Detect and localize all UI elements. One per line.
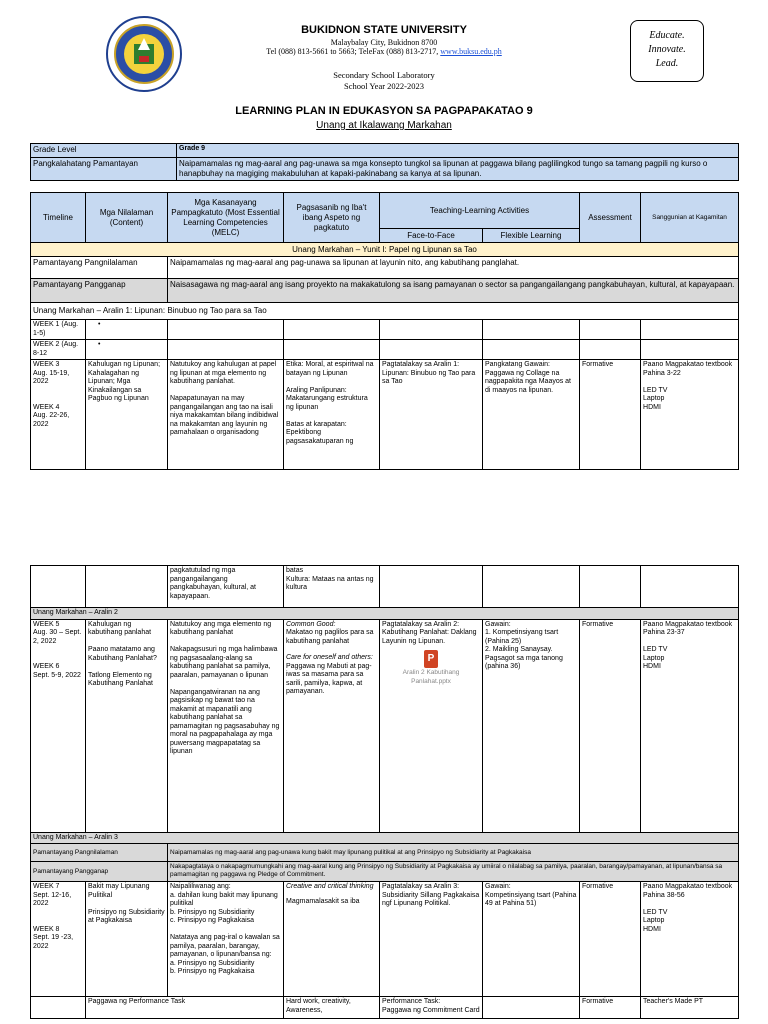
week-3-4-content: Kahulugan ng Lipunan; Kahalagahan ng Lipunan; Mga Kinakailangan sa Pagbuo ng Lipunan xyxy=(86,360,168,470)
a3-pagganap-value: Nakapagtataya o nakapagmumungkahi ang mag-aaral kung ang Prinsipyo ng Subsidiarity at Pagkakaisa ay umiiral o nilalabag sa pamilya, paaralan, barangay/pamayanan, at lipunan/bansa sa pamamagitan ng paggawa ng Pledge of Commitment. xyxy=(168,862,739,882)
motto-box xyxy=(630,20,704,82)
week-3-4-assessment: Formative xyxy=(580,360,641,470)
week-5-6-f2f xyxy=(380,619,483,832)
empty-cell xyxy=(380,566,483,608)
empty-cell xyxy=(641,320,739,340)
week-3-4-f2f: Pagtatalakay sa Aralin 1: Lipunan: Binubuo ng Tao para sa Tao xyxy=(380,360,483,470)
week-7-8-content: Bakit may Lipunang Pulitikal Prinsipyo ng Subsidiarity at Pagkakaisa xyxy=(86,882,168,997)
week-7-8-aspeto xyxy=(284,882,380,997)
aspeto-text: Paggawa ng Mabuti at pag-iwas sa masama para sa sarili, pamilya, kapwa, at pamayanan. xyxy=(286,662,372,695)
pptx-attachment-caption[interactable]: Aralin 2 Kabutihang Panlahat.pptx xyxy=(402,669,460,685)
perf-task-label: Performance Task: xyxy=(382,998,441,1005)
empty-cell xyxy=(31,997,86,1019)
learning-plan-table xyxy=(30,192,739,470)
empty-cell xyxy=(380,320,483,340)
week-3-4-sanggunian: Paano Magpakatao textbook Pahina 3-22 LED TV Laptop HDMI xyxy=(641,360,739,470)
a3-pangnilalaman-label: Pamantayang Pangnilalaman xyxy=(31,844,168,862)
week-5-6-flexible: Gawain: 1. Kompetinsiyang tsart (Pahina 25) 2. Maikling Sanaysay. Pagsagot sa mga tanong (pahina 36) xyxy=(483,619,580,832)
powerpoint-file-icon[interactable]: P xyxy=(424,650,438,668)
school-name: Secondary School Laboratory xyxy=(333,70,435,80)
aralin-1-title: Unang Markahan – Aralin 1: Lipunan: Binubuo ng Tao para sa Tao xyxy=(31,303,739,320)
week-3-4-timeline: WEEK 3 Aug. 15-19, 2022 WEEK 4 Aug. 22-26, 2022 xyxy=(31,360,86,470)
aspeto-common-good: Common Good: xyxy=(286,620,336,628)
pangnilalaman-label: Pamantayang Pangnilalaman xyxy=(31,257,168,279)
grade-level-value: Grade 9 xyxy=(177,144,739,158)
col-melc: Mga Kasanayang Pampagkatuto (Most Essential Learning Competencies (MELC) xyxy=(168,193,284,243)
col-flexible: Flexible Learning xyxy=(483,229,580,243)
bullet: • xyxy=(86,340,168,360)
week-5-6-melc: Natutukoy ang mga elemento ng kabutihang panlahat Nakapagsusuri ng mga halimbawa ng pagsasaalang-alang sa kabutihang panlahat sa pamilya, paaralan, pamayanan o lipunan Napangangatwiranan na ang pagsisikap ng bawat tao na makamit at mapanatili ang kabutihang panlahat sa pamamagitan ng pagsasabuhay ng moral na pagpapahalaga ay mga puwersang magpapatatag sa lipunan xyxy=(168,619,284,832)
week-5-6-timeline: WEEK 5 Aug. 30 – Sept. 2, 2022 WEEK 6 Sept. 5-9, 2022 xyxy=(31,619,86,832)
week-5-6-assessment: Formative xyxy=(580,619,641,832)
week-7-8-melc: Naipaliliwanag ang: a. dahilan kung bakit may lipunang pulitikal b. Prinsipyo ng Subsidiarity c. Prinsipyo ng Pagkakaisa Natataya ang pag-iral o kawalan sa pamilya, paaralan, barangay, pamayanan, o lipunan/bansa ng: a. Prinsipyo ng Subsidiarity b. Prinsipyo ng Pagkakaisa xyxy=(168,882,284,997)
unit-title: Unang Markahan – Yunit I: Papel ng Lipunan sa Tao xyxy=(31,243,739,257)
aralin-2-title: Unang Markahan – Aralin 2 xyxy=(31,608,739,620)
plan-title: LEARNING PLAN IN EDUKASYON SA PAGPAPAKATAO 9 xyxy=(235,105,533,117)
bullet: • xyxy=(86,320,168,340)
grade-info-table xyxy=(30,143,739,181)
pangnilalaman-value: Naipamamalas ng mag-aaral ang pag-unawa sa lipunan at layunin nito, ang kabutihang panglahat. xyxy=(168,257,739,279)
col-sanggunian: Sanggunian at Kagamitan xyxy=(641,193,739,243)
week-7-8-sanggunian: Paano Magpakatao textbook Pahina 38-56 LED TV Laptop HDMI xyxy=(641,882,739,997)
empty-cell xyxy=(641,566,739,608)
aspeto-text: Makatao ng paglilos para sa kabutihang panlahat xyxy=(286,629,374,645)
perf-sanggunian: Teacher's Made PT xyxy=(641,997,739,1019)
week-7-8-f2f: Pagtatalakay sa Aralin 3: Subsidiarity Sillang Pagkakaisa ngf Lipunang Politikal. xyxy=(380,882,483,997)
learning-plan-table-continued xyxy=(30,565,739,1019)
cont-aspeto: batas Kultura: Mataas na antas ng kultura xyxy=(284,566,380,608)
empty-cell xyxy=(483,997,580,1019)
empty-cell xyxy=(580,320,641,340)
week-7-8-flexible: Gawain: Kompetinsiyang tsart (Pahina 49 at Pahina 51) xyxy=(483,882,580,997)
school-year: School Year 2022-2023 xyxy=(343,81,425,91)
col-teaching-learning: Teaching-Learning Activities xyxy=(380,193,580,229)
a3-pangnilalaman-value: Naipamamalas ng mag-aaral ang pag-unawa kung bakit may lipunang pulitikal at ang Prinsipyo ng Subsidiarity at Pagkakaisa xyxy=(168,844,739,862)
page-gap xyxy=(0,505,768,565)
empty-cell xyxy=(86,566,168,608)
pangkalahatang-label: Pangkalahatang Pamantayan xyxy=(31,158,177,181)
pagganap-value: Naisasagawa ng mag-aaral ang isang proyekto na makakatulong sa isang pamayanan o sector sa pangangailangang pangkabuhayan, kultural, at kapayapaan. xyxy=(168,279,739,303)
spacer xyxy=(286,646,377,654)
perf-task-value: Paggawa ng Commitment Card xyxy=(382,1006,480,1014)
week-3-4-melc: Natutukoy ang kahulugan at papel ng lipunan at mga elemento ng kabutihang panlahat. Napapatunayan na may pangangailangan ang tao na isali niya makakamtan bilang indibidwal na makakamtan ang layunin ng pamahalaan o organisadong xyxy=(168,360,284,470)
empty-cell xyxy=(31,566,86,608)
week-5-6-sanggunian: Paano Magpakatao textbook Pahina 23-37 LED TV Laptop HDMI xyxy=(641,619,739,832)
aspeto-care: Care for oneself and others: xyxy=(286,654,373,661)
perf-aspeto: Hard work, creativity, Awareness, xyxy=(284,997,380,1019)
empty-cell xyxy=(168,340,284,360)
week-2: WEEK 2 (Aug. 8-12 xyxy=(31,340,86,360)
week-1: WEEK 1 (Aug. 1-5) xyxy=(31,320,86,340)
page-two xyxy=(0,565,768,1024)
empty-cell xyxy=(641,340,739,360)
motto-line: Lead. xyxy=(655,58,679,69)
plan-subtitle: Unang at Ikalawang Markahan xyxy=(316,120,452,131)
pagganap-label: Pamantayang Pangganap xyxy=(31,279,168,303)
grade-level-label: Grade Level xyxy=(31,144,177,158)
col-timeline: Timeline xyxy=(31,193,86,243)
empty-cell xyxy=(580,340,641,360)
empty-cell xyxy=(284,340,380,360)
contact-numbers: Tel (088) 813-5661 to 5663; TeleFax (088) 813-2717, xyxy=(266,47,439,56)
empty-cell xyxy=(580,566,641,608)
aspeto-creative: Creative and critical thinking xyxy=(286,883,374,890)
week-5-6-aspeto xyxy=(284,619,380,832)
col-assessment: Assessment xyxy=(580,193,641,243)
cont-melc: pagkatutulad ng mga pangangailangang pangkabuhayan, kultural, at kapayapaan. xyxy=(168,566,284,608)
perf-assessment: Formative xyxy=(580,997,641,1019)
empty-cell xyxy=(483,340,580,360)
pangkalahatang-value: Naipamamalas ng mag-aaral ang pag-unawa sa mga konsepto tungkol sa lipunan at paggawa bilang paglilingkod tungo sa tamang pagpili ng kurso o hanapbuhay na magiging makabuluhan at kapaki-pakinabang sa kanya at sa lipunan. xyxy=(177,158,739,181)
perf-f2f xyxy=(380,997,483,1019)
week-3-4-aspeto: Etika: Moral, at espiritwal na batayan ng Lipunan Araling Panlipunan: Makatarungang estruktura ng lipunan Batas at karapatan: Epektibong pagsasakatuparan ng xyxy=(284,360,380,470)
empty-cell xyxy=(284,320,380,340)
page-one xyxy=(0,0,768,505)
week-5-6-content: Kahulugan ng kabutihang panlahat Paano matatamo ang Kabutihang Panlahat? Tatlong Elemento ng Kabutihang Panlahat xyxy=(86,619,168,832)
aspeto-text: Magmamalasakit sa iba xyxy=(286,897,360,905)
a3-pagganap-label: Pamantayang Pangganap xyxy=(31,862,168,882)
week-7-8-timeline: WEEK 7 Sept. 12-16, 2022 WEEK 8 Sept. 19 -23, 2022 xyxy=(31,882,86,997)
university-name: BUKIDNON STATE UNIVERSITY xyxy=(301,24,467,36)
performance-task-row: Paggawa ng Performance Task xyxy=(86,997,284,1019)
f2f-text: Pagtatalakay sa Aralin 2: Kabutihang Panlahat: Daklang Layunin ng Lipunan. xyxy=(382,620,477,645)
address-line-1: Malaybalay City, Bukidnon 8700 xyxy=(330,38,438,47)
empty-cell xyxy=(483,320,580,340)
motto-line: Innovate. xyxy=(648,44,686,55)
empty-cell xyxy=(483,566,580,608)
col-face-to-face: Face-to-Face xyxy=(380,229,483,243)
motto-line: Educate. xyxy=(649,30,685,41)
aralin-3-title: Unang Markahan – Aralin 3 xyxy=(31,832,739,844)
website-link[interactable]: www.buksu.edu.ph xyxy=(440,47,502,56)
col-nilalaman: Mga Nilalaman (Content) xyxy=(86,193,168,243)
week-7-8-assessment: Formative xyxy=(580,882,641,997)
empty-cell xyxy=(168,320,284,340)
empty-cell xyxy=(380,340,483,360)
week-3-4-flexible: Pangkatang Gawain: Paggawa ng Collage na nagpapakita nga Maayos at di maayos na lipunan. xyxy=(483,360,580,470)
col-aspeto: Pagsasanib ng Iba't ibang Aspeto ng pagkatuto xyxy=(284,193,380,243)
